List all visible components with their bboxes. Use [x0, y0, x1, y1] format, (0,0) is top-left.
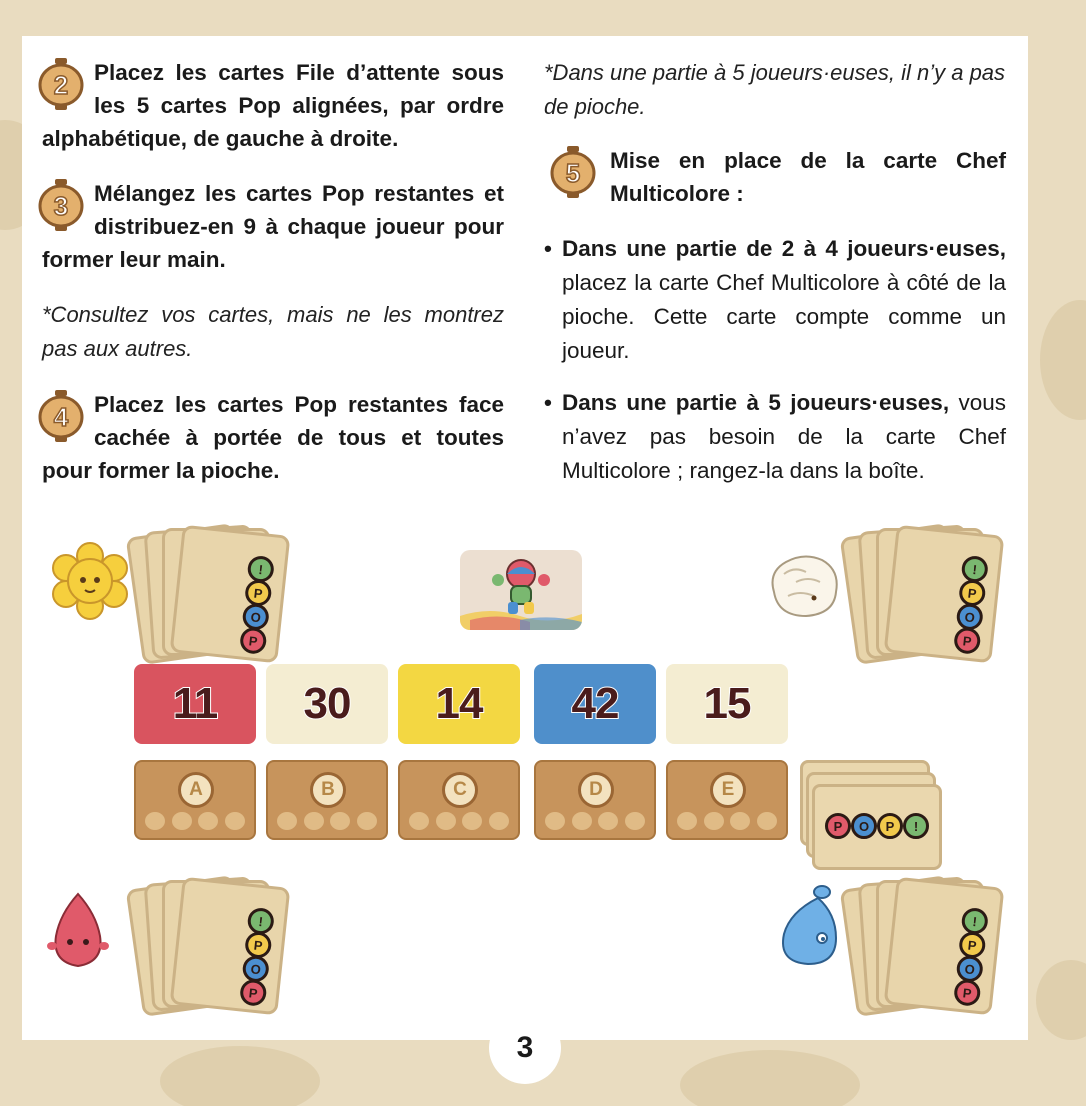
step-3: [42, 177, 504, 276]
page-number: 3: [489, 1012, 561, 1084]
pop-card: 30: [266, 664, 388, 744]
pop-card: 14: [398, 664, 520, 744]
chef-multicolore-card: [460, 550, 582, 630]
pop-logo: ! P O P: [239, 909, 275, 1007]
step-4-text: Placez les cartes Pop restantes face cachée à portée de tous et toutes pour former la pioche.: [42, 392, 504, 483]
background-shape: [160, 1046, 320, 1106]
pop-card: 15: [666, 664, 788, 744]
background-shape: [1036, 960, 1086, 1040]
player-hand-top-left: [134, 520, 294, 660]
bullet-text: placez la carte Chef Multicolore à côté de la pioche. Cette carte compte comme un joueur.: [562, 270, 1006, 363]
bullet-text: vous n’avez pas besoin de la carte Chef Multicolore ; rangez-la dans la boîte.: [562, 390, 1006, 483]
player-hand-bottom-left: [134, 872, 294, 1012]
rulebook-page: [22, 36, 1028, 1040]
lantern-number-icon: [38, 390, 84, 442]
player-hand-top-right: [848, 520, 1008, 660]
svg-text:5: 5: [565, 158, 581, 188]
red-drop-character-icon: [46, 890, 110, 970]
setup-illustration: [22, 516, 1028, 1036]
svg-text:2: 2: [53, 70, 69, 100]
step-5: [544, 144, 1006, 210]
chef-multicolore-character-icon: [460, 550, 582, 630]
queue-card: D: [534, 760, 656, 840]
queue-card: A: [134, 760, 256, 840]
draw-pile-top: P O P !: [812, 784, 942, 870]
pop-logo: ! P O P: [953, 557, 989, 655]
lantern-number-icon: [38, 179, 84, 231]
bullet-2-4-players: [544, 232, 1006, 368]
right-column: [544, 56, 1006, 506]
pop-card: 11: [134, 664, 256, 744]
step-4-note: *Dans une partie à 5 joueurs·euses, il n’y a pas de pioche.: [544, 60, 1006, 119]
player-hand-bottom-right: [848, 872, 1008, 1012]
yellow-flower-character-icon: [48, 542, 132, 622]
pop-logo: ! P O P: [953, 909, 989, 1007]
lantern-number-icon: [38, 58, 84, 110]
blue-drop-character-icon: [770, 884, 846, 970]
step-3-text: Mélangez les cartes Pop restantes et distribuez-en 9 à chaque joueur pour former leur main.: [42, 181, 504, 272]
background-shape: [1040, 300, 1086, 420]
step-4: [42, 388, 504, 487]
queue-card: C: [398, 760, 520, 840]
step-2: [42, 56, 504, 155]
left-column: [42, 56, 504, 509]
step-3-note: *Consultez vos cartes, mais ne les montrez pas aux autres.: [42, 302, 504, 361]
background-shape: [680, 1050, 860, 1106]
queue-card: E: [666, 760, 788, 840]
svg-text:4: 4: [53, 402, 69, 432]
pop-logo: ! P O P: [239, 557, 275, 655]
white-fluffy-character-icon: [766, 552, 842, 622]
bullet-5-players: [544, 386, 1006, 488]
lantern-number-icon: [550, 146, 596, 198]
queue-card: B: [266, 760, 388, 840]
bullet-bold: Dans une partie à 5 joueurs·euses,: [562, 390, 950, 415]
svg-text:3: 3: [53, 191, 69, 221]
step-5-text: Mise en place de la carte Chef Multicolore :: [610, 148, 1006, 206]
step-2-text: Placez les cartes File d’attente sous les 5 cartes Pop alignées, par ordre alphabétique, de gauche à droite.: [42, 60, 504, 151]
pop-card: 42: [534, 664, 656, 744]
bullet-bold: Dans une partie de 2 à 4 joueurs·euses,: [562, 236, 1006, 261]
